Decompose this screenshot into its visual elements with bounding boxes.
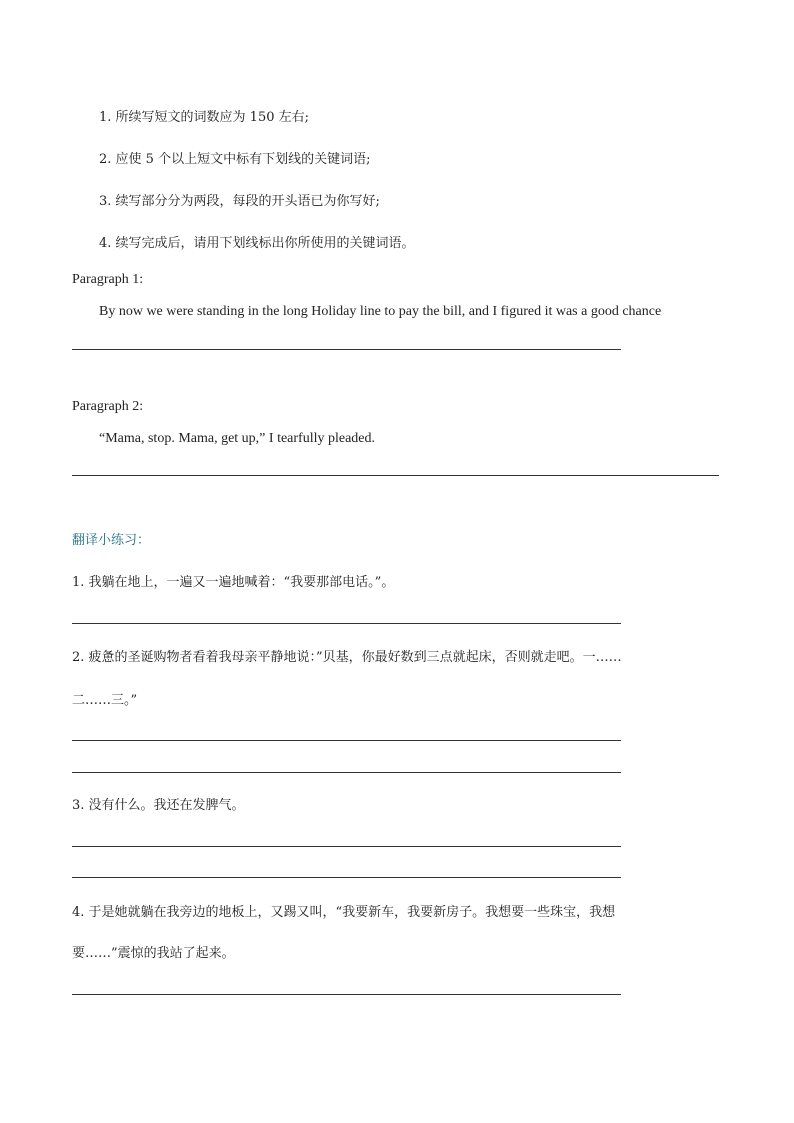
requirement-1: 1. 所续写短文的词数应为 150 左右; [99,110,309,125]
requirement-2: 2. 应使 5 个以上短文中标有下划线的关键词语; [99,152,371,167]
answer-line [72,877,621,878]
paragraph-1-opening: By now we were standing in the long Holiday line to pay the bill, and I figured it was a good chance [99,304,662,319]
answer-line [72,846,621,847]
translation-item-2-continued: 二……三。” [72,693,138,708]
paragraph-2-label: Paragraph 2: [72,399,144,414]
answer-line [72,772,621,773]
paragraph-2-opening: “Mama, stop. Mama, get up,” I tearfully pleaded. [99,431,376,446]
answer-line [72,349,621,350]
translation-item-4-continued: 要……”震惊的我站了起来。 [72,946,235,961]
answer-line [72,623,621,624]
requirement-3: 3. 续写部分分为两段，每段的开头语已为你写好; [99,194,380,209]
requirement-4: 4. 续写完成后，请用下划线标出你所使用的关键词语。 [99,236,415,251]
answer-line [72,740,621,741]
translation-item-2: 2. 疲惫的圣诞购物者看着我母亲平静地说：”贝基，你最好数到三点就起床，否则就走吧。一…… [72,650,622,665]
paragraph-1-label: Paragraph 1: [72,272,144,287]
translation-item-1: 1. 我躺在地上，一遍又一遍地喊着：“我要那部电话。”。 [72,575,395,590]
translation-item-3: 3. 没有什么。我还在发脾气。 [72,798,245,813]
answer-line [72,994,621,995]
answer-line [72,475,719,476]
translation-heading: 翻译小练习： [72,533,151,548]
translation-item-4: 4. 于是她就躺在我旁边的地板上，又踢又叫，“我要新车，我要新房子。我想要一些珠宝，我想 [72,905,616,920]
